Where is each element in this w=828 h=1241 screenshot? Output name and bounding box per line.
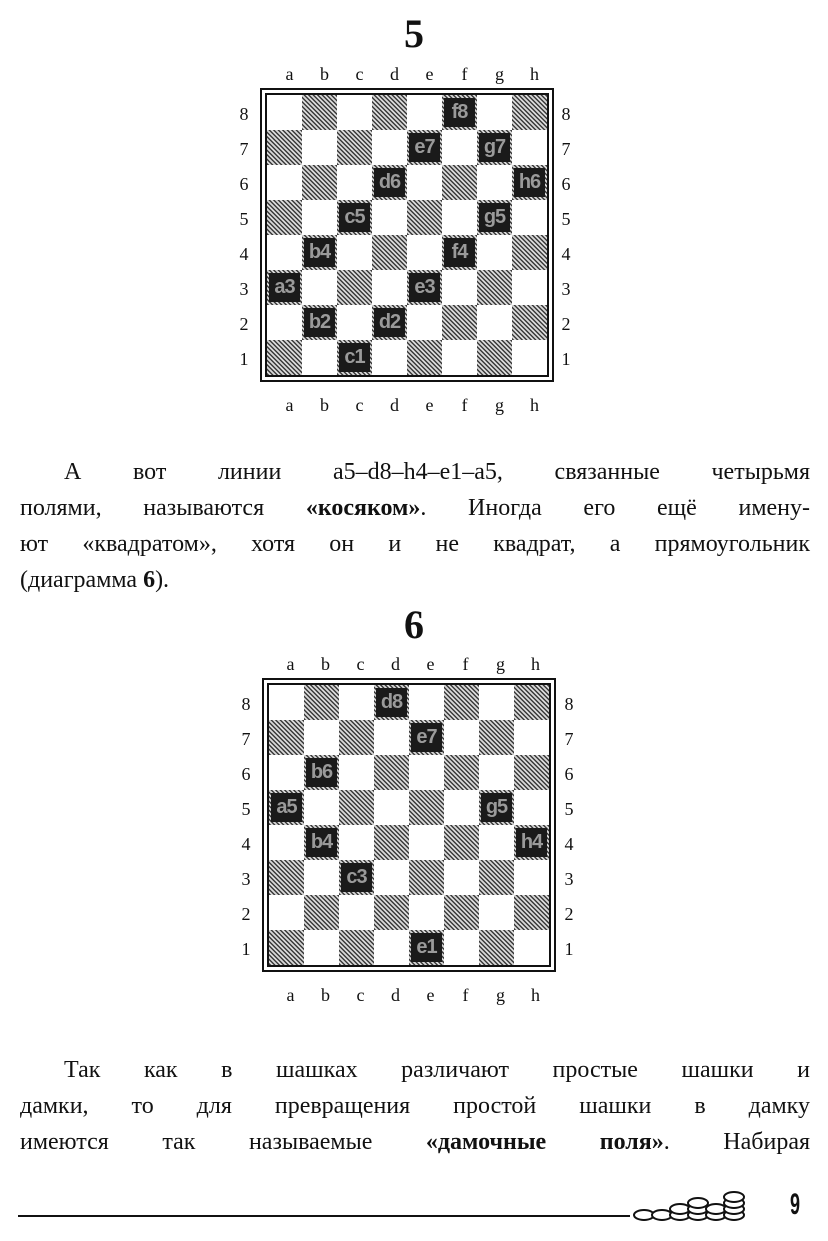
- file-label-g: g: [496, 654, 505, 674]
- square-e5: [407, 200, 442, 235]
- square-g7: [479, 720, 514, 755]
- square-h8: [512, 95, 547, 130]
- square-e2: [409, 895, 444, 930]
- square-f3: [442, 270, 477, 305]
- square-h3: [512, 270, 547, 305]
- file-label-a: a: [286, 985, 295, 1005]
- square-c2: [337, 305, 372, 340]
- square-a4: [269, 825, 304, 860]
- square-h5: [514, 790, 549, 825]
- file-label-h: h: [531, 654, 540, 674]
- square-d4: [372, 235, 407, 270]
- square-d6: [374, 755, 409, 790]
- stacked-checkers-icon: [632, 1190, 752, 1222]
- rank-label-4: 4: [564, 834, 574, 854]
- square-d2: [374, 895, 409, 930]
- paragraph-1-line-4: (диаграмма 6).: [20, 567, 170, 593]
- square-label-c5: c5: [339, 203, 370, 232]
- square-b8: [304, 685, 339, 720]
- paragraph-1: [20, 454, 810, 598]
- square-d7: [372, 130, 407, 165]
- square-g5: [477, 200, 512, 235]
- square-c6: [339, 755, 374, 790]
- file-label-d: d: [391, 654, 400, 674]
- diagram-6-board: [262, 678, 556, 972]
- rank-label-5: 5: [561, 209, 571, 229]
- rank-label-6: 6: [561, 174, 571, 194]
- square-g3: [479, 860, 514, 895]
- square-g2: [479, 895, 514, 930]
- square-b5: [304, 790, 339, 825]
- square-e6: [407, 165, 442, 200]
- rank-label-7: 7: [564, 729, 574, 749]
- rank-label-1: 1: [239, 349, 249, 369]
- file-label-g: g: [496, 985, 505, 1005]
- square-a8: [267, 95, 302, 130]
- square-label-h6: h6: [514, 168, 545, 197]
- paragraph-1-line-3: ют «квадратом», хотя он и не квадрат, а прямоугольник: [20, 531, 810, 557]
- file-label-c: c: [356, 654, 365, 674]
- square-b8: [302, 95, 337, 130]
- square-e4: [409, 825, 444, 860]
- square-c4: [339, 825, 374, 860]
- file-label-g: g: [495, 395, 504, 415]
- square-b2: [304, 895, 339, 930]
- square-label-f8: f8: [444, 98, 475, 127]
- square-g1: [477, 340, 512, 375]
- paragraph-1-line-2: полями, называются «косяком». Иногда его ещё имену-: [20, 495, 811, 521]
- square-d8: [372, 95, 407, 130]
- square-d3: [372, 270, 407, 305]
- paragraph-1-line-1: А вот линии a5–d8–h4–e1–a5, связанные четырьмя: [64, 459, 810, 485]
- square-h3: [514, 860, 549, 895]
- square-e3: [409, 860, 444, 895]
- square-h7: [514, 720, 549, 755]
- file-label-c: c: [355, 395, 364, 415]
- paragraph-2-line-1: Так как в шашках различают простые шашки и: [64, 1057, 810, 1083]
- square-d8: [374, 685, 409, 720]
- square-d7: [374, 720, 409, 755]
- file-label-a: a: [285, 64, 294, 84]
- file-label-f: f: [462, 654, 469, 674]
- rank-label-7: 7: [239, 139, 249, 159]
- square-a3: [267, 270, 302, 305]
- file-label-b: b: [320, 395, 329, 415]
- paragraph-2: [20, 1052, 810, 1160]
- square-g3: [477, 270, 512, 305]
- file-label-d: d: [390, 395, 399, 415]
- file-label-e: e: [425, 64, 434, 84]
- square-f6: [442, 165, 477, 200]
- square-label-b6: b6: [306, 758, 337, 787]
- square-a3: [269, 860, 304, 895]
- square-a6: [269, 755, 304, 790]
- diagram-6-files-bottom: [273, 985, 553, 1006]
- square-b4: [302, 235, 337, 270]
- square-b2: [302, 305, 337, 340]
- square-c5: [337, 200, 372, 235]
- square-c7: [339, 720, 374, 755]
- rank-label-7: 7: [241, 729, 251, 749]
- square-d5: [372, 200, 407, 235]
- file-label-b: b: [321, 985, 330, 1005]
- square-f4: [444, 825, 479, 860]
- square-h4: [512, 235, 547, 270]
- square-b3: [302, 270, 337, 305]
- rank-label-4: 4: [241, 834, 251, 854]
- square-e7: [407, 130, 442, 165]
- rank-label-2: 2: [241, 904, 251, 924]
- square-g6: [477, 165, 512, 200]
- file-label-a: a: [286, 654, 295, 674]
- square-label-e7: e7: [409, 133, 440, 162]
- square-a5: [267, 200, 302, 235]
- paragraph-2-line-2: дамки, то для превращения простой шашки в дамку: [20, 1093, 810, 1119]
- rank-label-2: 2: [561, 314, 571, 334]
- square-label-c3: c3: [341, 863, 372, 892]
- diagram-5-files-top: [272, 64, 552, 85]
- square-c1: [339, 930, 374, 965]
- square-h7: [512, 130, 547, 165]
- file-label-g: g: [495, 64, 504, 84]
- file-label-e: e: [425, 395, 434, 415]
- rank-label-3: 3: [239, 279, 249, 299]
- rank-label-8: 8: [561, 104, 571, 124]
- square-b1: [304, 930, 339, 965]
- diagram-6-ranks-right: [560, 687, 578, 967]
- square-f8: [444, 685, 479, 720]
- file-label-b: b: [320, 64, 329, 84]
- square-f3: [444, 860, 479, 895]
- diagram-5-files-bottom: [272, 395, 552, 416]
- square-c6: [337, 165, 372, 200]
- diagram-5-ranks-left: [235, 97, 253, 377]
- square-h4: [514, 825, 549, 860]
- square-e3: [407, 270, 442, 305]
- page-number: 9: [790, 1188, 801, 1221]
- square-c3: [339, 860, 374, 895]
- rank-label-5: 5: [239, 209, 249, 229]
- square-label-e7: e7: [411, 723, 442, 752]
- square-d3: [374, 860, 409, 895]
- square-label-b4: b4: [306, 828, 337, 857]
- square-h6: [514, 755, 549, 790]
- file-label-h: h: [530, 64, 539, 84]
- square-d5: [374, 790, 409, 825]
- file-label-f: f: [461, 64, 468, 84]
- rank-label-6: 6: [564, 764, 574, 784]
- square-a1: [269, 930, 304, 965]
- square-e2: [407, 305, 442, 340]
- square-h2: [512, 305, 547, 340]
- square-label-g7: g7: [479, 133, 510, 162]
- square-c5: [339, 790, 374, 825]
- square-a1: [267, 340, 302, 375]
- file-label-a: a: [285, 395, 294, 415]
- rank-label-1: 1: [564, 939, 574, 959]
- square-f5: [444, 790, 479, 825]
- square-g7: [477, 130, 512, 165]
- diagram-5-number: 5: [404, 11, 424, 56]
- square-c8: [337, 95, 372, 130]
- file-label-f: f: [462, 985, 469, 1005]
- file-label-d: d: [391, 985, 400, 1005]
- square-b7: [302, 130, 337, 165]
- square-e4: [407, 235, 442, 270]
- file-label-e: e: [426, 654, 435, 674]
- square-a6: [267, 165, 302, 200]
- file-label-f: f: [461, 395, 468, 415]
- rank-label-4: 4: [561, 244, 571, 264]
- square-f6: [444, 755, 479, 790]
- square-g4: [479, 825, 514, 860]
- rank-label-6: 6: [241, 764, 251, 784]
- rank-label-8: 8: [241, 694, 251, 714]
- square-label-d2: d2: [374, 308, 405, 337]
- square-d6: [372, 165, 407, 200]
- square-f7: [442, 130, 477, 165]
- square-f1: [444, 930, 479, 965]
- square-b1: [302, 340, 337, 375]
- square-d2: [372, 305, 407, 340]
- diagram-5-board: [260, 88, 554, 382]
- square-h5: [512, 200, 547, 235]
- rank-label-3: 3: [564, 869, 574, 889]
- square-label-e3: e3: [409, 273, 440, 302]
- square-g8: [479, 685, 514, 720]
- square-e1: [407, 340, 442, 375]
- square-g4: [477, 235, 512, 270]
- square-a7: [267, 130, 302, 165]
- rank-label-5: 5: [564, 799, 574, 819]
- square-label-a5: a5: [271, 793, 302, 822]
- square-d4: [374, 825, 409, 860]
- rank-label-7: 7: [561, 139, 571, 159]
- square-c4: [337, 235, 372, 270]
- square-h6: [512, 165, 547, 200]
- square-label-b4: b4: [304, 238, 335, 267]
- square-label-h4: h4: [516, 828, 547, 857]
- diagram-5-ranks-right: [557, 97, 575, 377]
- rank-label-4: 4: [239, 244, 249, 264]
- square-e6: [409, 755, 444, 790]
- square-b7: [304, 720, 339, 755]
- square-a8: [269, 685, 304, 720]
- paragraph-2-line-3: имеются так называемые «дамочные поля». Набирая: [20, 1129, 811, 1155]
- square-e7: [409, 720, 444, 755]
- diagram-6-files-top: [273, 654, 553, 675]
- square-label-a3: a3: [269, 273, 300, 302]
- square-label-f4: f4: [444, 238, 475, 267]
- square-g5: [479, 790, 514, 825]
- square-b3: [304, 860, 339, 895]
- rank-label-3: 3: [561, 279, 571, 299]
- square-e8: [409, 685, 444, 720]
- square-b5: [302, 200, 337, 235]
- square-f2: [444, 895, 479, 930]
- rank-label-8: 8: [564, 694, 574, 714]
- square-g1: [479, 930, 514, 965]
- square-e5: [409, 790, 444, 825]
- rank-label-3: 3: [241, 869, 251, 889]
- square-f7: [444, 720, 479, 755]
- rank-label-6: 6: [239, 174, 249, 194]
- rank-label-1: 1: [241, 939, 251, 959]
- file-label-h: h: [531, 985, 540, 1005]
- square-f1: [442, 340, 477, 375]
- square-label-e1: e1: [411, 933, 442, 962]
- square-h8: [514, 685, 549, 720]
- footer-rule: [18, 1215, 630, 1217]
- rank-label-1: 1: [561, 349, 571, 369]
- square-f8: [442, 95, 477, 130]
- diagram-6-ranks-left: [237, 687, 255, 967]
- square-a2: [269, 895, 304, 930]
- square-d1: [374, 930, 409, 965]
- file-label-c: c: [355, 64, 364, 84]
- square-c2: [339, 895, 374, 930]
- square-g2: [477, 305, 512, 340]
- square-h1: [514, 930, 549, 965]
- square-g8: [477, 95, 512, 130]
- rank-label-2: 2: [239, 314, 249, 334]
- square-d1: [372, 340, 407, 375]
- square-label-b2: b2: [304, 308, 335, 337]
- file-label-h: h: [530, 395, 539, 415]
- square-label-c1: c1: [339, 343, 370, 372]
- square-g6: [479, 755, 514, 790]
- square-c8: [339, 685, 374, 720]
- square-c1: [337, 340, 372, 375]
- rank-label-5: 5: [241, 799, 251, 819]
- square-f5: [442, 200, 477, 235]
- square-label-g5: g5: [481, 793, 512, 822]
- square-a7: [269, 720, 304, 755]
- square-label-d6: d6: [374, 168, 405, 197]
- square-h1: [512, 340, 547, 375]
- square-b4: [304, 825, 339, 860]
- square-e8: [407, 95, 442, 130]
- file-label-c: c: [356, 985, 365, 1005]
- square-a2: [267, 305, 302, 340]
- diagram-6-number: 6: [404, 602, 424, 647]
- square-h2: [514, 895, 549, 930]
- square-a4: [267, 235, 302, 270]
- square-c3: [337, 270, 372, 305]
- square-b6: [304, 755, 339, 790]
- square-a5: [269, 790, 304, 825]
- file-label-e: e: [426, 985, 435, 1005]
- square-c7: [337, 130, 372, 165]
- square-e1: [409, 930, 444, 965]
- rank-label-8: 8: [239, 104, 249, 124]
- square-f4: [442, 235, 477, 270]
- square-label-g5: g5: [479, 203, 510, 232]
- file-label-d: d: [390, 64, 399, 84]
- file-label-b: b: [321, 654, 330, 674]
- square-label-d8: d8: [376, 688, 407, 717]
- square-f2: [442, 305, 477, 340]
- rank-label-2: 2: [564, 904, 574, 924]
- square-b6: [302, 165, 337, 200]
